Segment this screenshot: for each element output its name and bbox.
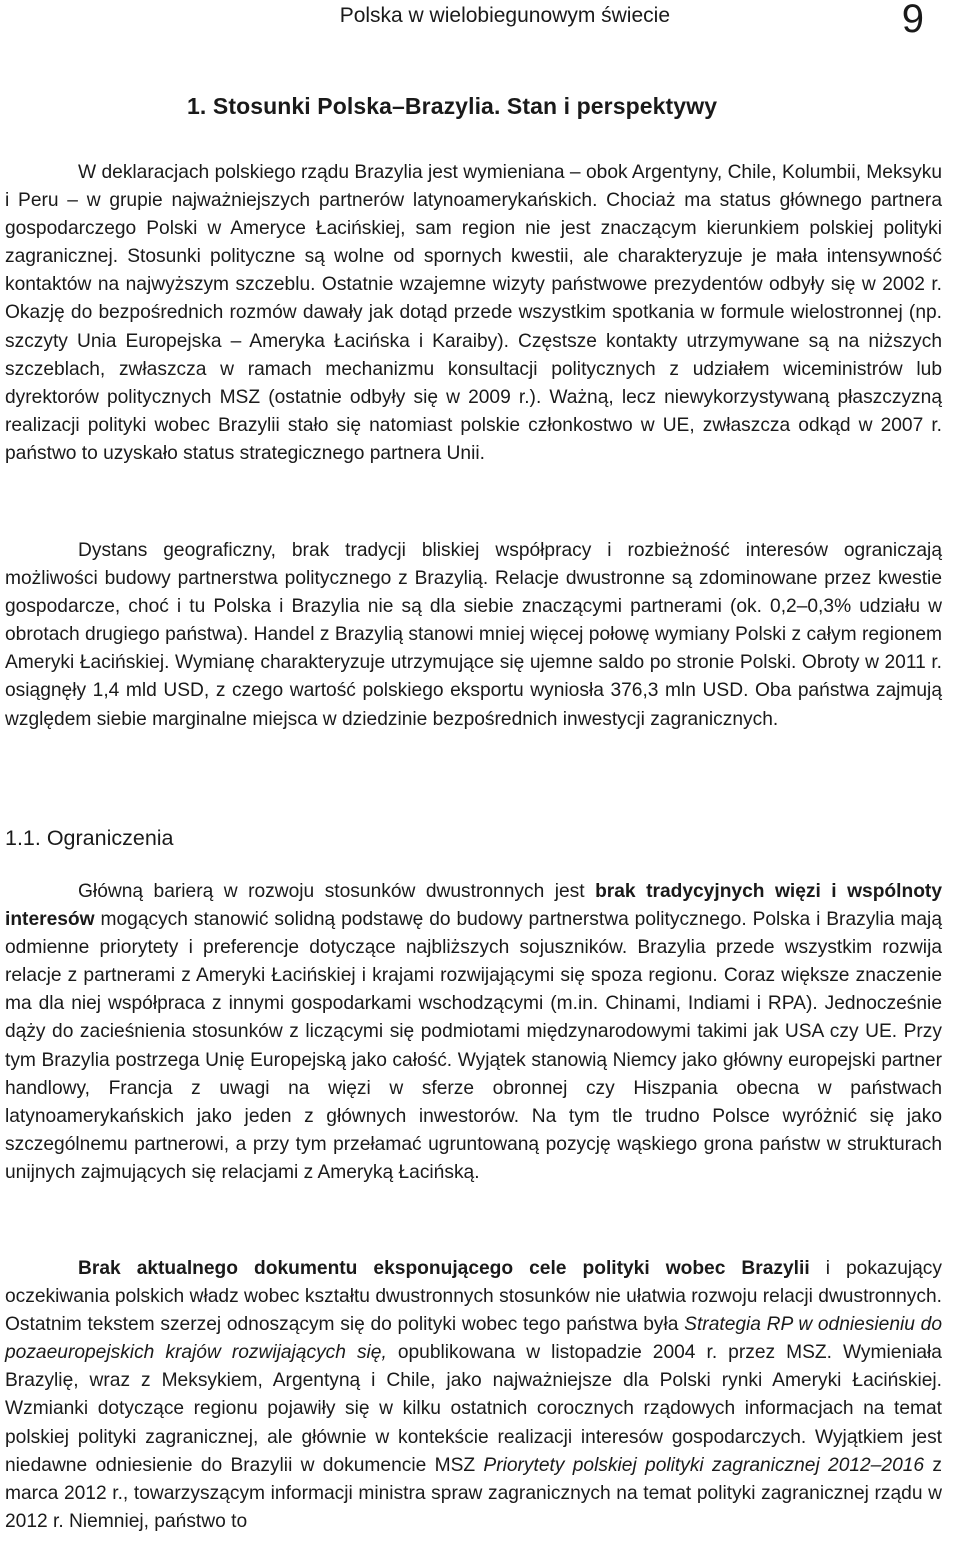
paragraph-1: W deklaracjach polskiego rządu Brazylia jest wymieniana – obok Argentyny, Chile, Kolumbii, Meksyku i Peru – w grupie najważniejszych partnerów latynoamerykańskich. Chociaż ma status głównego partnera gospodarczego Polski w Ameryce Łacińskiej, sam region nie jest znaczącym kierunkiem polskiej polityki zagranicznej. Stosunki polityczne są wolne od spornych kwestii, ale charakteryzuje je mała intensywność kontaktów na najwyższym szczeblu. Ostatnie wzajemne wizyty państwowe prezydentów odbyły się w 2002 r. Okazję do bezpośrednich rozmów dawały jak dotąd przede wszystkim spotkania w formule wielostronnej (np. szczyty Unia Europejska – Ameryka Łacińska i Karaiby). Częstsze kontakty utrzymywane są na niższych szczeblach, zwłaszcza w ramach mechanizmu konsultacji politycznych z udziałem wiceministrów lub dyrektorów politycznych MSZ (ostatnie odbyły się w 2009 r.). Ważną, lecz niewykorzystywaną płaszczyzną realizacji polityki wobec Brazylii stało się natomiast polskie członkostwo w UE, zwłaszcza odkąd w 2007 r. państwo to uzyskało status strategicznego partnera Unii.: [5, 162, 942, 464]
paragraph-4-text-3: z marca 2012 r., towarzyszącym informacji ministra spraw zagranicznych na temat polityki zagranicznej rządu w 2012 r. Niemniej, państwo to: [5, 1454, 942, 1532]
paragraph-4-text-2: opublikowana w listopadzie 2004 r. przez MSZ. Wymieniała Brazylię, wraz z Meksykiem, Argentyną i Chile, jako najważniejsze dla Polski rynki Ameryki Łacińskiej. Wzmianki dotyczące regionu pojawiły się w kilku ostatnich corocznych rządowych informacjach na temat polskiej polityki zagranicznej, ale głównie w kontekście realizacji interesów gospodarczych. Wyjątkiem jest niedawne odniesienie do Brazylii w dokumencie MSZ: [5, 1342, 942, 1476]
paragraph-3-bold: brak tradycyjnych więzi i wspólnoty interesów: [5, 881, 942, 931]
paragraph-4-italic-1: Strategia RP w odniesieniu do pozaeuropejskich krajów rozwijających się,: [5, 1314, 943, 1364]
running-head-title: Polska w wielobiegunowym świecie: [339, 4, 670, 27]
running-head: [0, 0, 942, 40]
paragraph-3-lead: Główną barierą w rozwoju stosunków dwustronnych jest: [78, 881, 596, 902]
paragraph-4: [5, 1255, 942, 1536]
paragraph-3-rest: mogących stanowić solidną podstawę do budowy partnerstwa politycznego. Polska i Brazylia mają odmienne priorytety i preferencje dotyczące najbliższych sojuszników. Brazylia przede wszystkim rozwija relacje z partnerami z Ameryki Łacińskiej i krajami rozwijającymi się spoza regionu. Coraz większe znaczenie ma dla niej współpraca z innymi gospodarkami wschodzącymi (m.in. Chinami, Indiami i RPA). Jednocześnie dąży do zacieśnienia stosunków z liczącymi się podmiotami międzynarodowymi takimi jak USA czy UE. Przy tym Brazylia postrzega Unię Europejską jako całość. Wyjątek stanowią Niemcy jako główny europejski partner handlowy, Francja z uwagi na więzi w sferze obronnej czy Hiszpania obecna w państwach latynoamerykańskich jako jeden z głównych inwestorów. Na tym tle trudno Polsce wyróżnić się jako szczególnemu partnerowi, a przy tym przełamać ugruntowaną pozycję wąskiego grona państw w strukturach unijnych zajmujących się relacjami z Ameryką Łacińską.: [5, 909, 942, 1183]
page-number: 9: [901, 0, 924, 41]
paragraph-4-text-1: i pokazujący oczekiwania polskich władz wobec kształtu dwustronnych stosunków nie ułatwia rozwoju relacji dwustronnych. Ostatnim tekstem szerzej odnoszącym się do polityki wobec tego państwa była: [5, 1258, 942, 1336]
paragraph-4-italic-2: Priorytety polskiej polityki zagranicznej 2012–2016: [483, 1454, 925, 1476]
paragraph-4-bold: Brak aktualnego dokumentu eksponującego cele polityki wobec Brazylii: [78, 1258, 810, 1279]
paragraph-2: Dystans geograficzny, brak tradycji bliskiej współpracy i rozbieżność interesów ograniczają możliwości budowy partnerstwa politycznego z Brazylią. Relacje dwustronne są zdominowane przez kwestie gospodarcze, choć i tu Polska i Brazylia nie są dla siebie znaczącymi partnerami (ok. 0,2–0,3% udziału w obrotach drugiego państwa). Handel z Brazylią stanowi mniej więcej połowę wymiany Polski z całym regionem Ameryki Łacińskiej. Wymianę charakteryzuje utrzymujące się ujemne saldo po stronie Polski. Obroty w 2011 r. osiągnęły 1,4 mld USD, z czego wartość polskiego eksportu wyniosła 376,3 mln USD. Oba państwa zajmują względem siebie marginalne miejsca w dziedzinie bezpośrednich inwestycji zagranicznych.: [5, 540, 942, 730]
paragraph-3: [5, 878, 942, 1187]
chapter-title: 1. Stosunki Polska–Brazylia. Stan i perspektywy: [187, 93, 718, 119]
section-heading: 1.1. Ograniczenia: [5, 826, 174, 850]
